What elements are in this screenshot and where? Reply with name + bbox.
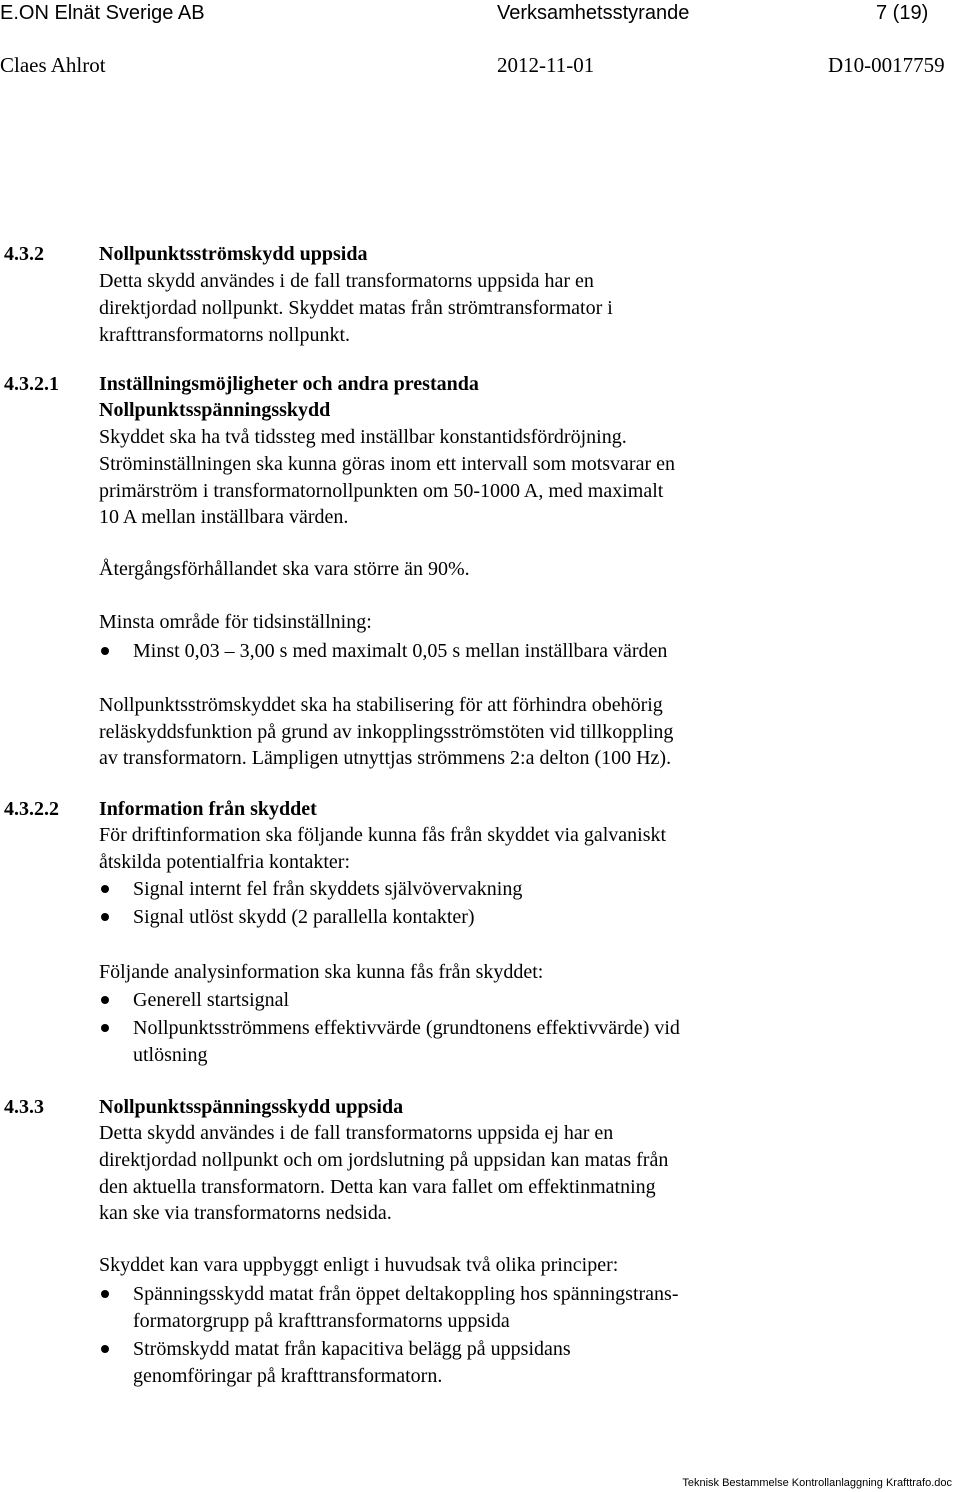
paragraph-line: Detta skydd användes i de fall transformatorns uppsida har en bbox=[99, 270, 594, 292]
bullet-icon bbox=[101, 1024, 109, 1032]
paragraph-line: Nollpunktsströmskyddet ska ha stabilisering för att förhindra obehörig bbox=[99, 694, 663, 716]
paragraph-line: För driftinformation ska följande kunna fås från skyddet via galvaniskt bbox=[99, 824, 667, 846]
paragraph-line: Minsta område för tidsinställning: bbox=[99, 611, 372, 633]
paragraph-line: krafttransformatorns nollpunkt. bbox=[99, 324, 351, 346]
paragraph-line: kan ske via transformatorns nedsida. bbox=[99, 1202, 392, 1224]
paragraph-line: 10 A mellan inställbara värden. bbox=[99, 506, 349, 528]
bullet-item: Signal internt fel från skyddets självövervakning bbox=[133, 878, 523, 900]
bullet-icon bbox=[101, 913, 109, 921]
bullet-item-continuation: formatorgrupp på krafttransformatorns uppsida bbox=[133, 1310, 510, 1332]
paragraph-line: Detta skydd användes i de fall transformatorns uppsida ej har en bbox=[99, 1122, 614, 1144]
document-date: 2012-11-01 bbox=[497, 53, 595, 77]
header-row-1 bbox=[0, 0, 960, 30]
company-name: E.ON Elnät Sverige AB bbox=[0, 2, 205, 24]
paragraph-line: Skyddet ska ha två tidssteg med inställbar konstantidsfördröjning. bbox=[99, 426, 627, 448]
department: Verksamhetsstyrande bbox=[497, 2, 690, 24]
section-title: Information från skyddet bbox=[99, 798, 317, 820]
section-number: 4.3.3 bbox=[4, 1096, 44, 1118]
bullet-item: Strömskydd matat från kapacitiva belägg på uppsidans bbox=[133, 1338, 571, 1360]
section-number: 4.3.2.2 bbox=[4, 798, 59, 820]
section-title: Nollpunktsströmskydd uppsida bbox=[99, 243, 368, 265]
bullet-item: Signal utlöst skydd (2 parallella kontakter) bbox=[133, 906, 475, 928]
bullet-icon bbox=[101, 647, 109, 655]
bullet-item: Generell startsignal bbox=[133, 989, 290, 1011]
bullet-item: Spänningsskydd matat från öppet deltakoppling hos spänningstrans- bbox=[133, 1283, 679, 1305]
paragraph-line: Återgångsförhållandet ska vara större än 90%. bbox=[99, 558, 470, 580]
paragraph-line: av transformatorn. Lämpligen utnyttjas strömmens 2:a delton (100 Hz). bbox=[99, 747, 672, 769]
bullet-icon bbox=[101, 1345, 109, 1353]
paragraph-line: Skyddet kan vara uppbyggt enligt i huvudsak två olika principer: bbox=[99, 1254, 619, 1276]
section-title: Inställningsmöjligheter och andra prestanda bbox=[99, 373, 479, 395]
paragraph-line: direktjordad nollpunkt och om jordslutning på uppsidan kan matas från bbox=[99, 1149, 669, 1171]
paragraph-line: Ströminställningen ska kunna göras inom ett intervall som motsvarar en bbox=[99, 453, 676, 475]
section-title: Nollpunktsspänningsskydd bbox=[99, 399, 331, 421]
section-number: 4.3.2.1 bbox=[4, 373, 59, 395]
bullet-icon bbox=[101, 996, 109, 1004]
section-number: 4.3.2 bbox=[4, 243, 44, 265]
bullet-item: Minst 0,03 – 3,00 s med maximalt 0,05 s mellan inställbara värden bbox=[133, 640, 668, 662]
bullet-item-continuation: genomföringar på krafttransformatorn. bbox=[133, 1365, 443, 1387]
bullet-item-continuation: utlösning bbox=[133, 1044, 208, 1066]
bullet-icon bbox=[101, 1290, 109, 1298]
bullet-item: Nollpunktsströmmens effektivvärde (grundtonens effektivvärde) vid bbox=[133, 1017, 680, 1039]
paragraph-line: Följande analysinformation ska kunna fås från skyddet: bbox=[99, 961, 544, 983]
paragraph-line: direktjordad nollpunkt. Skyddet matas från strömtransformator i bbox=[99, 297, 613, 319]
footer-filename: Teknisk Bestammelse Kontrollanlaggning Krafttrafo.doc bbox=[682, 1477, 952, 1489]
header-row-2 bbox=[0, 52, 960, 82]
paragraph-line: primärström i transformatornollpunkten om 50-1000 A, med maximalt bbox=[99, 480, 664, 502]
document-id: D10-0017759 bbox=[828, 53, 945, 77]
bullet-icon bbox=[101, 885, 109, 893]
section-title: Nollpunktsspänningsskydd uppsida bbox=[99, 1096, 404, 1118]
paragraph-line: den aktuella transformatorn. Detta kan vara fallet om effektinmatning bbox=[99, 1176, 656, 1198]
author: Claes Ahlrot bbox=[0, 53, 106, 77]
page-number: 7 (19) bbox=[876, 2, 929, 24]
paragraph-line: reläskyddsfunktion på grund av inkopplingsströmstöten vid tillkoppling bbox=[99, 721, 674, 743]
paragraph-line: åtskilda potentialfria kontakter: bbox=[99, 851, 351, 873]
